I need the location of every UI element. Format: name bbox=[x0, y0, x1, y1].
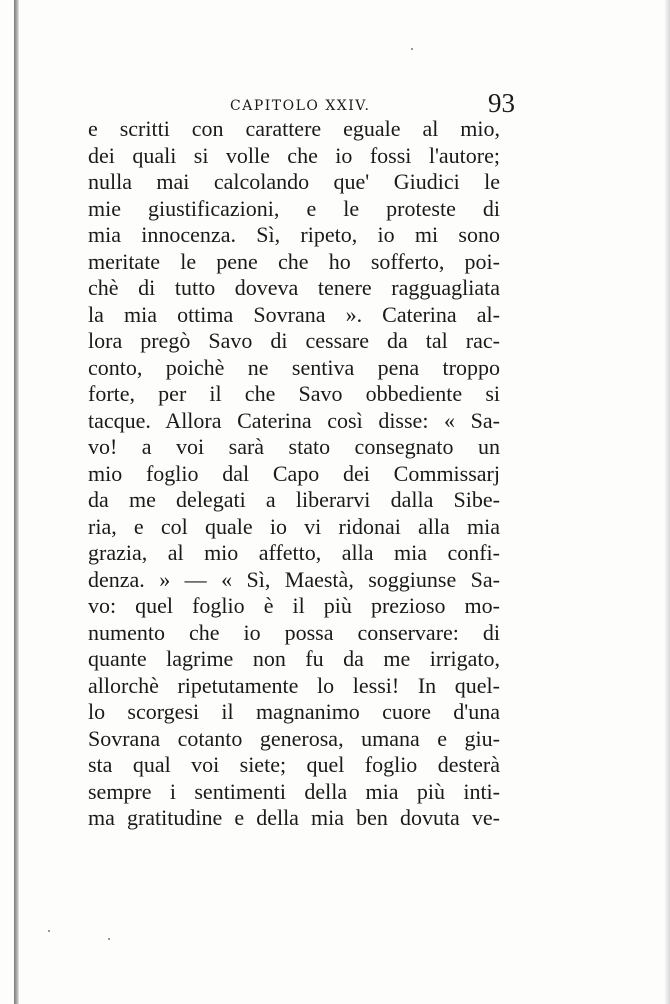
text-line: lo scorgesi il magnanimo cuore d'una bbox=[88, 699, 500, 724]
text-line: denza. » — « Sì, Maestà, soggiunse Sa- bbox=[88, 566, 500, 592]
text-line: dei quali si volle che io fossi l'autore; bbox=[88, 142, 500, 168]
text-line: e scritti con carattere eguale al mio, bbox=[88, 116, 500, 141]
text-line: ria, e col quale io vi ridonai alla mia bbox=[88, 513, 500, 539]
text-line: sta qual voi siete; quel foglio desterà bbox=[88, 752, 500, 777]
text-line: vo: quel foglio è il più prezioso mo- bbox=[88, 593, 500, 618]
paper-speck bbox=[48, 930, 50, 932]
text-line: lora pregò Savo di cessare da tal rac- bbox=[88, 328, 500, 353]
text-line: conto, poichè ne sentiva pena troppo bbox=[88, 354, 500, 380]
text-line: tacque. Allora Caterina così disse: « Sa- bbox=[88, 407, 500, 433]
text-line: mio foglio dal Capo dei Commissarj bbox=[88, 460, 500, 486]
paper-speck bbox=[108, 938, 110, 940]
text-line: mie giustificazioni, e le proteste di bbox=[88, 195, 500, 221]
body-text bbox=[88, 116, 500, 832]
text-line: da me delegati a liberarvi dalla Sibe- bbox=[88, 487, 500, 512]
text-line: sempre i sentimenti della mia più inti- bbox=[88, 778, 500, 804]
text-line: chè di tutto doveva tenere ragguagliata bbox=[88, 275, 500, 300]
page-right-edge bbox=[664, 0, 670, 1004]
text-line: Sovrana cotanto generosa, umana e giu- bbox=[88, 725, 500, 751]
text-line: ma gratitudine e della mia ben dovuta ve- bbox=[88, 805, 500, 830]
text-line: vo! a voi sarà stato consegnato un bbox=[88, 434, 500, 459]
text-line: forte, per il che Savo obbediente si bbox=[88, 381, 500, 406]
text-line: nulla mai calcolando que' Giudici le bbox=[88, 169, 500, 194]
text-line: grazia, al mio affetto, alla mia confi- bbox=[88, 540, 500, 565]
text-line: mia innocenza. Sì, ripeto, io mi sono bbox=[88, 222, 500, 247]
page-binding-edge bbox=[14, 0, 19, 1004]
running-head: CAPITOLO XXIV. bbox=[230, 98, 371, 114]
paper-speck bbox=[411, 48, 413, 50]
page-number: 93 bbox=[488, 88, 515, 118]
text-line: meritate le pene che ho sofferto, poi- bbox=[88, 248, 500, 274]
text-line: la mia ottima Sovrana ». Caterina al- bbox=[88, 301, 500, 327]
text-line: allorchè ripetutamente lo lessi! In quel- bbox=[88, 672, 500, 698]
text-line: numento che io possa conservare: di bbox=[88, 619, 500, 645]
text-line: quante lagrime non fu da me irrigato, bbox=[88, 646, 500, 671]
